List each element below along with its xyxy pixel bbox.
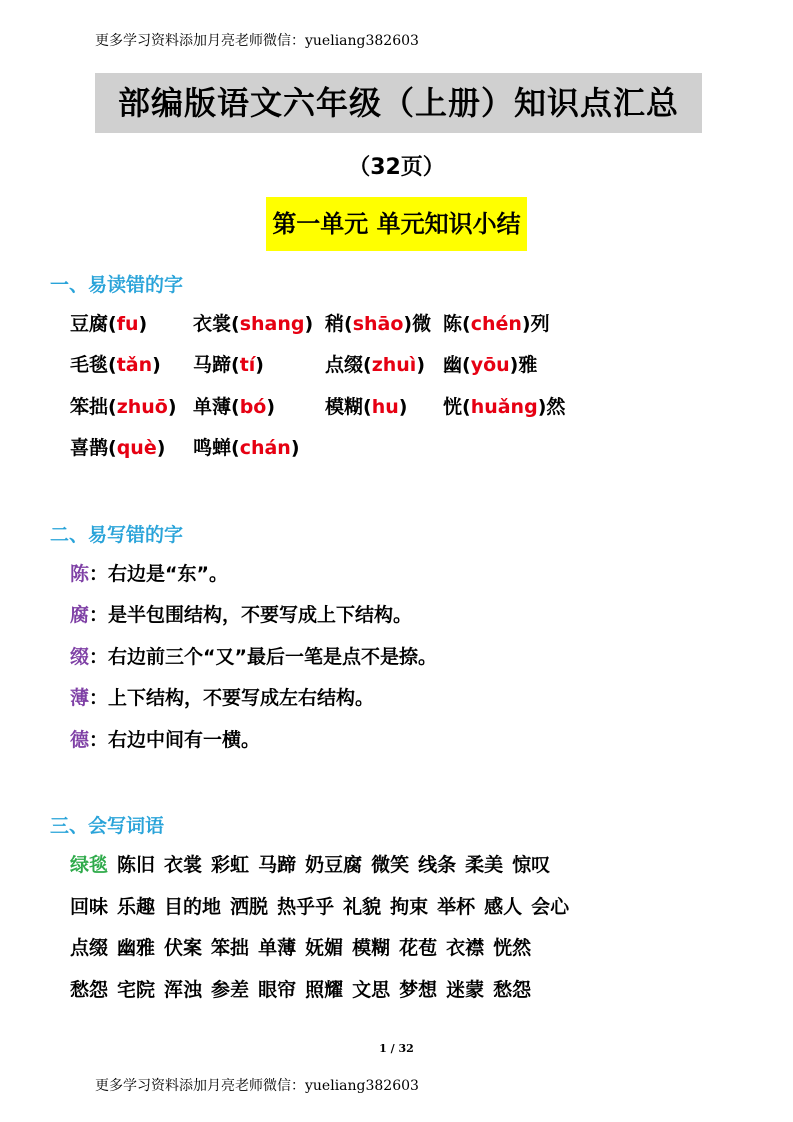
word-item: 浑浊 <box>164 979 203 1001</box>
easy-write-char: 腐 <box>70 604 90 626</box>
word-item: 点缀 <box>70 937 109 959</box>
word-item: 花苞 <box>399 937 438 959</box>
entry-pinyin: zhuō <box>116 396 168 418</box>
word-item: 礼貌 <box>343 896 382 918</box>
easy-write-char: 缀 <box>70 646 90 668</box>
word-item: 单薄 <box>258 937 297 959</box>
word-item: 回味 <box>70 896 109 918</box>
entry-pinyin: yōu <box>470 354 510 376</box>
easy-write-note: ：右边中间有一横。 <box>89 729 261 751</box>
easy-read-entry <box>193 392 275 419</box>
entry-char-after: ) <box>152 354 161 376</box>
entry-pinyin: chán <box>239 437 291 459</box>
word-row <box>70 892 578 919</box>
word-item: 梦想 <box>399 979 438 1001</box>
easy-read-entry <box>70 433 165 460</box>
entry-char-after: )列 <box>521 313 550 335</box>
word-item: 马蹄 <box>258 854 297 876</box>
word-item: 惊叹 <box>512 854 551 876</box>
entry-char-after: ) <box>304 313 314 335</box>
easy-write-item <box>70 725 260 759</box>
easy-read-entry <box>193 350 264 377</box>
entry-pinyin: tí <box>239 354 256 376</box>
word-item: 衣襟 <box>446 937 485 959</box>
word-item: 陈旧 <box>117 854 156 876</box>
easy-read-entry <box>325 309 431 336</box>
section-heading-easy-write: 二、易写错的字 <box>50 524 184 546</box>
entry-pinyin: zhuì <box>371 354 417 376</box>
entry-char: 模糊( <box>325 396 372 418</box>
entry-pinyin: hu <box>371 396 399 418</box>
entry-pinyin: shang <box>239 313 305 335</box>
entry-pinyin: tǎn <box>116 354 153 376</box>
entry-char-after: ) <box>138 313 148 335</box>
easy-write-note: ：上下结构，不要写成左右结构。 <box>89 687 375 709</box>
word-item: 奶豆腐 <box>305 854 363 876</box>
word-item: 伏案 <box>164 937 203 959</box>
entry-char-after: ) <box>266 396 276 418</box>
unit-title-wrap <box>0 197 793 251</box>
easy-read-entry <box>443 350 537 377</box>
footer-note: 更多学习资料添加月亮老师微信：yueliang382603 <box>95 1078 419 1094</box>
entry-char-after: )然 <box>537 396 566 418</box>
word-item: 恍然 <box>493 937 532 959</box>
easy-read-entry <box>70 350 161 377</box>
word-item: 愁怨 <box>493 979 532 1001</box>
word-item: 拘束 <box>390 896 429 918</box>
easy-write-item <box>70 600 412 634</box>
page-count: （32页） <box>348 155 445 180</box>
word-item: 眼帘 <box>258 979 297 1001</box>
easy-write-note: ：右边是“东”。 <box>89 563 228 585</box>
easy-read-entry <box>70 309 147 336</box>
word-item: 热乎乎 <box>277 896 335 918</box>
word-item: 衣裳 <box>164 854 203 876</box>
easy-write-note: ：是半包围结构，不要写成上下结构。 <box>89 604 413 626</box>
entry-pinyin: bó <box>239 396 267 418</box>
entry-char-after: ) <box>398 396 408 418</box>
word-item: 文思 <box>352 979 391 1001</box>
easy-read-entry <box>193 433 300 460</box>
entry-char: 恍( <box>443 396 471 418</box>
word-item: 乐趣 <box>117 896 156 918</box>
word-item: 参差 <box>211 979 250 1001</box>
entry-char: 稍( <box>325 313 353 335</box>
section-heading-easy-read: 一、易读错的字 <box>50 274 184 296</box>
word-item: 线条 <box>418 854 457 876</box>
word-item: 洒脱 <box>230 896 269 918</box>
entry-char: 马蹄( <box>193 354 240 376</box>
easy-read-entry <box>193 309 313 336</box>
entry-char: 喜鹊( <box>70 437 117 459</box>
entry-pinyin: shāo <box>352 313 404 335</box>
entry-char: 幽( <box>443 354 471 376</box>
easy-write-char: 陈 <box>70 563 90 585</box>
entry-char-after: ) <box>255 354 264 376</box>
entry-char: 衣裳( <box>193 313 240 335</box>
easy-write-item <box>70 642 437 676</box>
page-number: 1 / 32 <box>379 1042 414 1055</box>
easy-write-item <box>70 683 374 717</box>
word-item: 微笑 <box>371 854 410 876</box>
word-row <box>70 850 559 877</box>
word-item: 彩虹 <box>211 854 250 876</box>
entry-char-after: ) <box>416 354 425 376</box>
header-note: 更多学习资料添加月亮老师微信：yueliang382603 <box>95 33 419 49</box>
easy-write-char: 德 <box>70 729 90 751</box>
section-heading-words: 三、会写词语 <box>50 815 165 837</box>
word-item: 感人 <box>484 896 523 918</box>
word-item: 妩媚 <box>305 937 344 959</box>
word-item: 模糊 <box>352 937 391 959</box>
easy-write-item <box>70 559 228 593</box>
page-title: 部编版语文六年级（上册）知识点汇总 <box>95 73 702 133</box>
word-item: 目的地 <box>164 896 222 918</box>
entry-char-after: ) <box>290 437 300 459</box>
word-row <box>70 975 540 1002</box>
entry-char: 陈( <box>443 313 471 335</box>
unit-title: 第一单元 单元知识小结 <box>266 197 526 251</box>
entry-char: 鸣蝉( <box>193 437 240 459</box>
entry-pinyin: fu <box>116 313 139 335</box>
word-item: 照耀 <box>305 979 344 1001</box>
entry-pinyin: què <box>116 437 157 459</box>
easy-read-entry <box>443 392 565 419</box>
entry-char-after: )微 <box>403 313 432 335</box>
word-item: 迷蒙 <box>446 979 485 1001</box>
entry-char: 毛毯( <box>70 354 117 376</box>
easy-read-entry <box>325 350 425 377</box>
entry-char: 笨拙( <box>70 396 117 418</box>
word-item: 笨拙 <box>211 937 250 959</box>
easy-write-note: ：右边前三个“又”最后一笔是点不是捺。 <box>89 646 437 668</box>
entry-char: 点缀( <box>325 354 372 376</box>
word-row <box>70 933 540 960</box>
easy-read-entry <box>443 309 550 336</box>
word-item: 会心 <box>531 896 570 918</box>
easy-write-char: 薄 <box>70 687 90 709</box>
entry-char-after: ) <box>156 437 166 459</box>
entry-pinyin: chén <box>470 313 522 335</box>
entry-char-after: ) <box>167 396 177 418</box>
word-item: 举杯 <box>437 896 476 918</box>
easy-read-entry <box>325 392 407 419</box>
word-item: 愁怨 <box>70 979 109 1001</box>
word-item: 柔美 <box>465 854 504 876</box>
word-item: 幽雅 <box>117 937 156 959</box>
entry-char: 豆腐( <box>70 313 117 335</box>
entry-char-after: )雅 <box>509 354 538 376</box>
entry-char: 单薄( <box>193 396 240 418</box>
word-highlight: 绿毯 <box>70 854 109 876</box>
word-item: 宅院 <box>117 979 156 1001</box>
easy-read-entry <box>70 392 177 419</box>
entry-pinyin: huǎng <box>470 396 538 418</box>
